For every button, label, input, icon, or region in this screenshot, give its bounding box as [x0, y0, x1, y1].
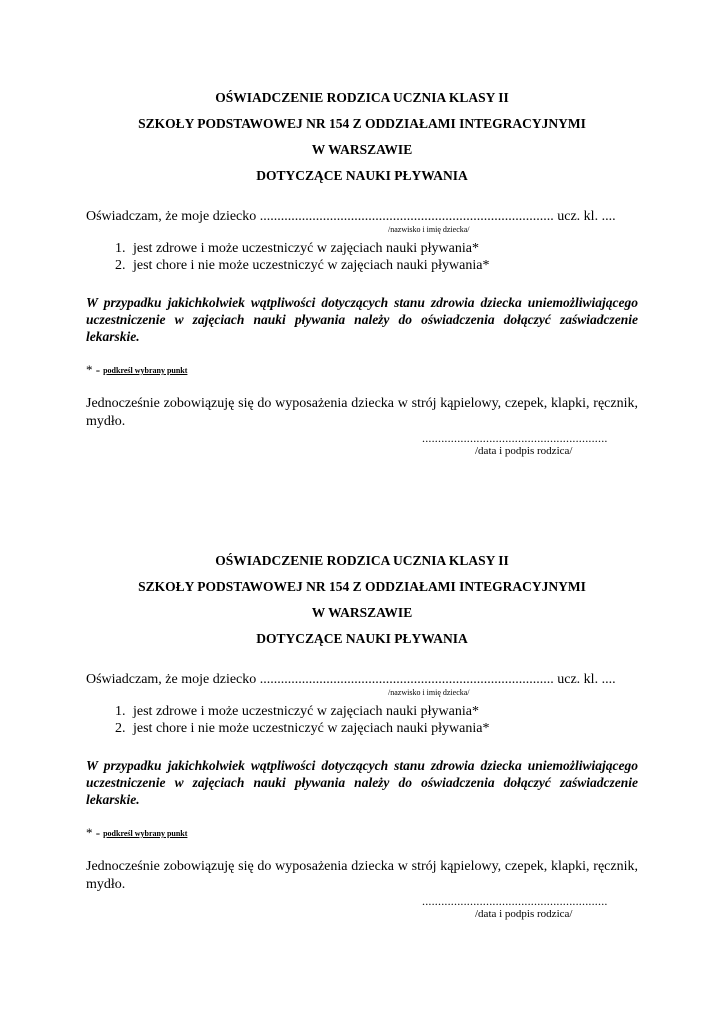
title-line: OŚWIADCZENIE RODZICA UCZNIA KLASY II — [215, 553, 509, 568]
title-line: OŚWIADCZENIE RODZICA UCZNIA KLASY II — [215, 90, 509, 105]
title-line: W WARSZAWIE — [311, 605, 413, 620]
commitment-text: Jednocześnie zobowiązuję się do wyposażenia dziecka w strój kąpielowy, czepek, klapki, ręcznik, mydło. — [86, 859, 638, 892]
option-healthy: 1. jest zdrowe i może uczestniczyć w zajęciach nauki pływania* — [129, 240, 638, 257]
medical-warning: W przypadku jakichkolwiek wątpliwości dotyczących stanu zdrowia dziecka uniemożliwiającego uczestniczenie w zajęciach nauki pływania należy do oświadczenia dołączyć zaświadczenie lekarskie. — [86, 295, 638, 344]
footnote-star: * - — [86, 825, 101, 840]
footnote-text: podkreśl wybrany punkt — [103, 366, 188, 375]
title-line: DOTYCZĄCE NAUKI PŁYWANIA — [256, 631, 468, 646]
title-line: SZKOŁY PODSTAWOWEJ NR 154 Z ODDZIAŁAMI INTEGRACYJNYMI — [138, 579, 586, 594]
signature-label: /data i podpis rodzica/ — [475, 445, 573, 457]
child-name-line: Oświadczam, że moje dziecko .................................................................................... ucz. kl. .... — [86, 209, 616, 224]
options-list — [86, 703, 638, 737]
title-line: W WARSZAWIE — [311, 142, 413, 157]
footnote-star: * - — [86, 362, 101, 377]
options-list — [86, 240, 638, 274]
title-line: DOTYCZĄCE NAUKI PŁYWANIA — [256, 168, 468, 183]
signature-label: /data i podpis rodzica/ — [475, 908, 573, 920]
signature-line: .......................................................... — [422, 433, 608, 443]
child-name-sublabel: /nazwisko i imię dziecka/ — [388, 225, 470, 234]
form-title — [86, 548, 638, 652]
child-name-line: Oświadczam, że moje dziecko .................................................................................... ucz. kl. .... — [86, 672, 616, 687]
footnote — [86, 362, 638, 379]
medical-warning: W przypadku jakichkolwiek wątpliwości dotyczących stanu zdrowia dziecka uniemożliwiającego uczestniczenie w zajęciach nauki pływania należy do oświadczenia dołączyć zaświadczenie lekarskie. — [86, 758, 638, 807]
child-name-sublabel: /nazwisko i imię dziecka/ — [388, 688, 470, 697]
footnote-text: podkreśl wybrany punkt — [103, 829, 188, 838]
option-healthy: 1. jest zdrowe i może uczestniczyć w zajęciach nauki pływania* — [129, 703, 638, 720]
signature-line: .......................................................... — [422, 896, 608, 906]
commitment-text: Jednocześnie zobowiązuję się do wyposażenia dziecka w strój kąpielowy, czepek, klapki, ręcznik, mydło. — [86, 396, 638, 429]
option-ill: 2. jest chore i nie może uczestniczyć w zajęciach nauki pływania* — [129, 720, 638, 737]
footnote — [86, 825, 638, 842]
form-title — [86, 85, 638, 189]
title-line: SZKOŁY PODSTAWOWEJ NR 154 Z ODDZIAŁAMI INTEGRACYJNYMI — [138, 116, 586, 131]
declaration-form-2 — [86, 548, 638, 922]
declaration-form-1 — [86, 85, 638, 459]
option-ill: 2. jest chore i nie może uczestniczyć w zajęciach nauki pływania* — [129, 257, 638, 274]
